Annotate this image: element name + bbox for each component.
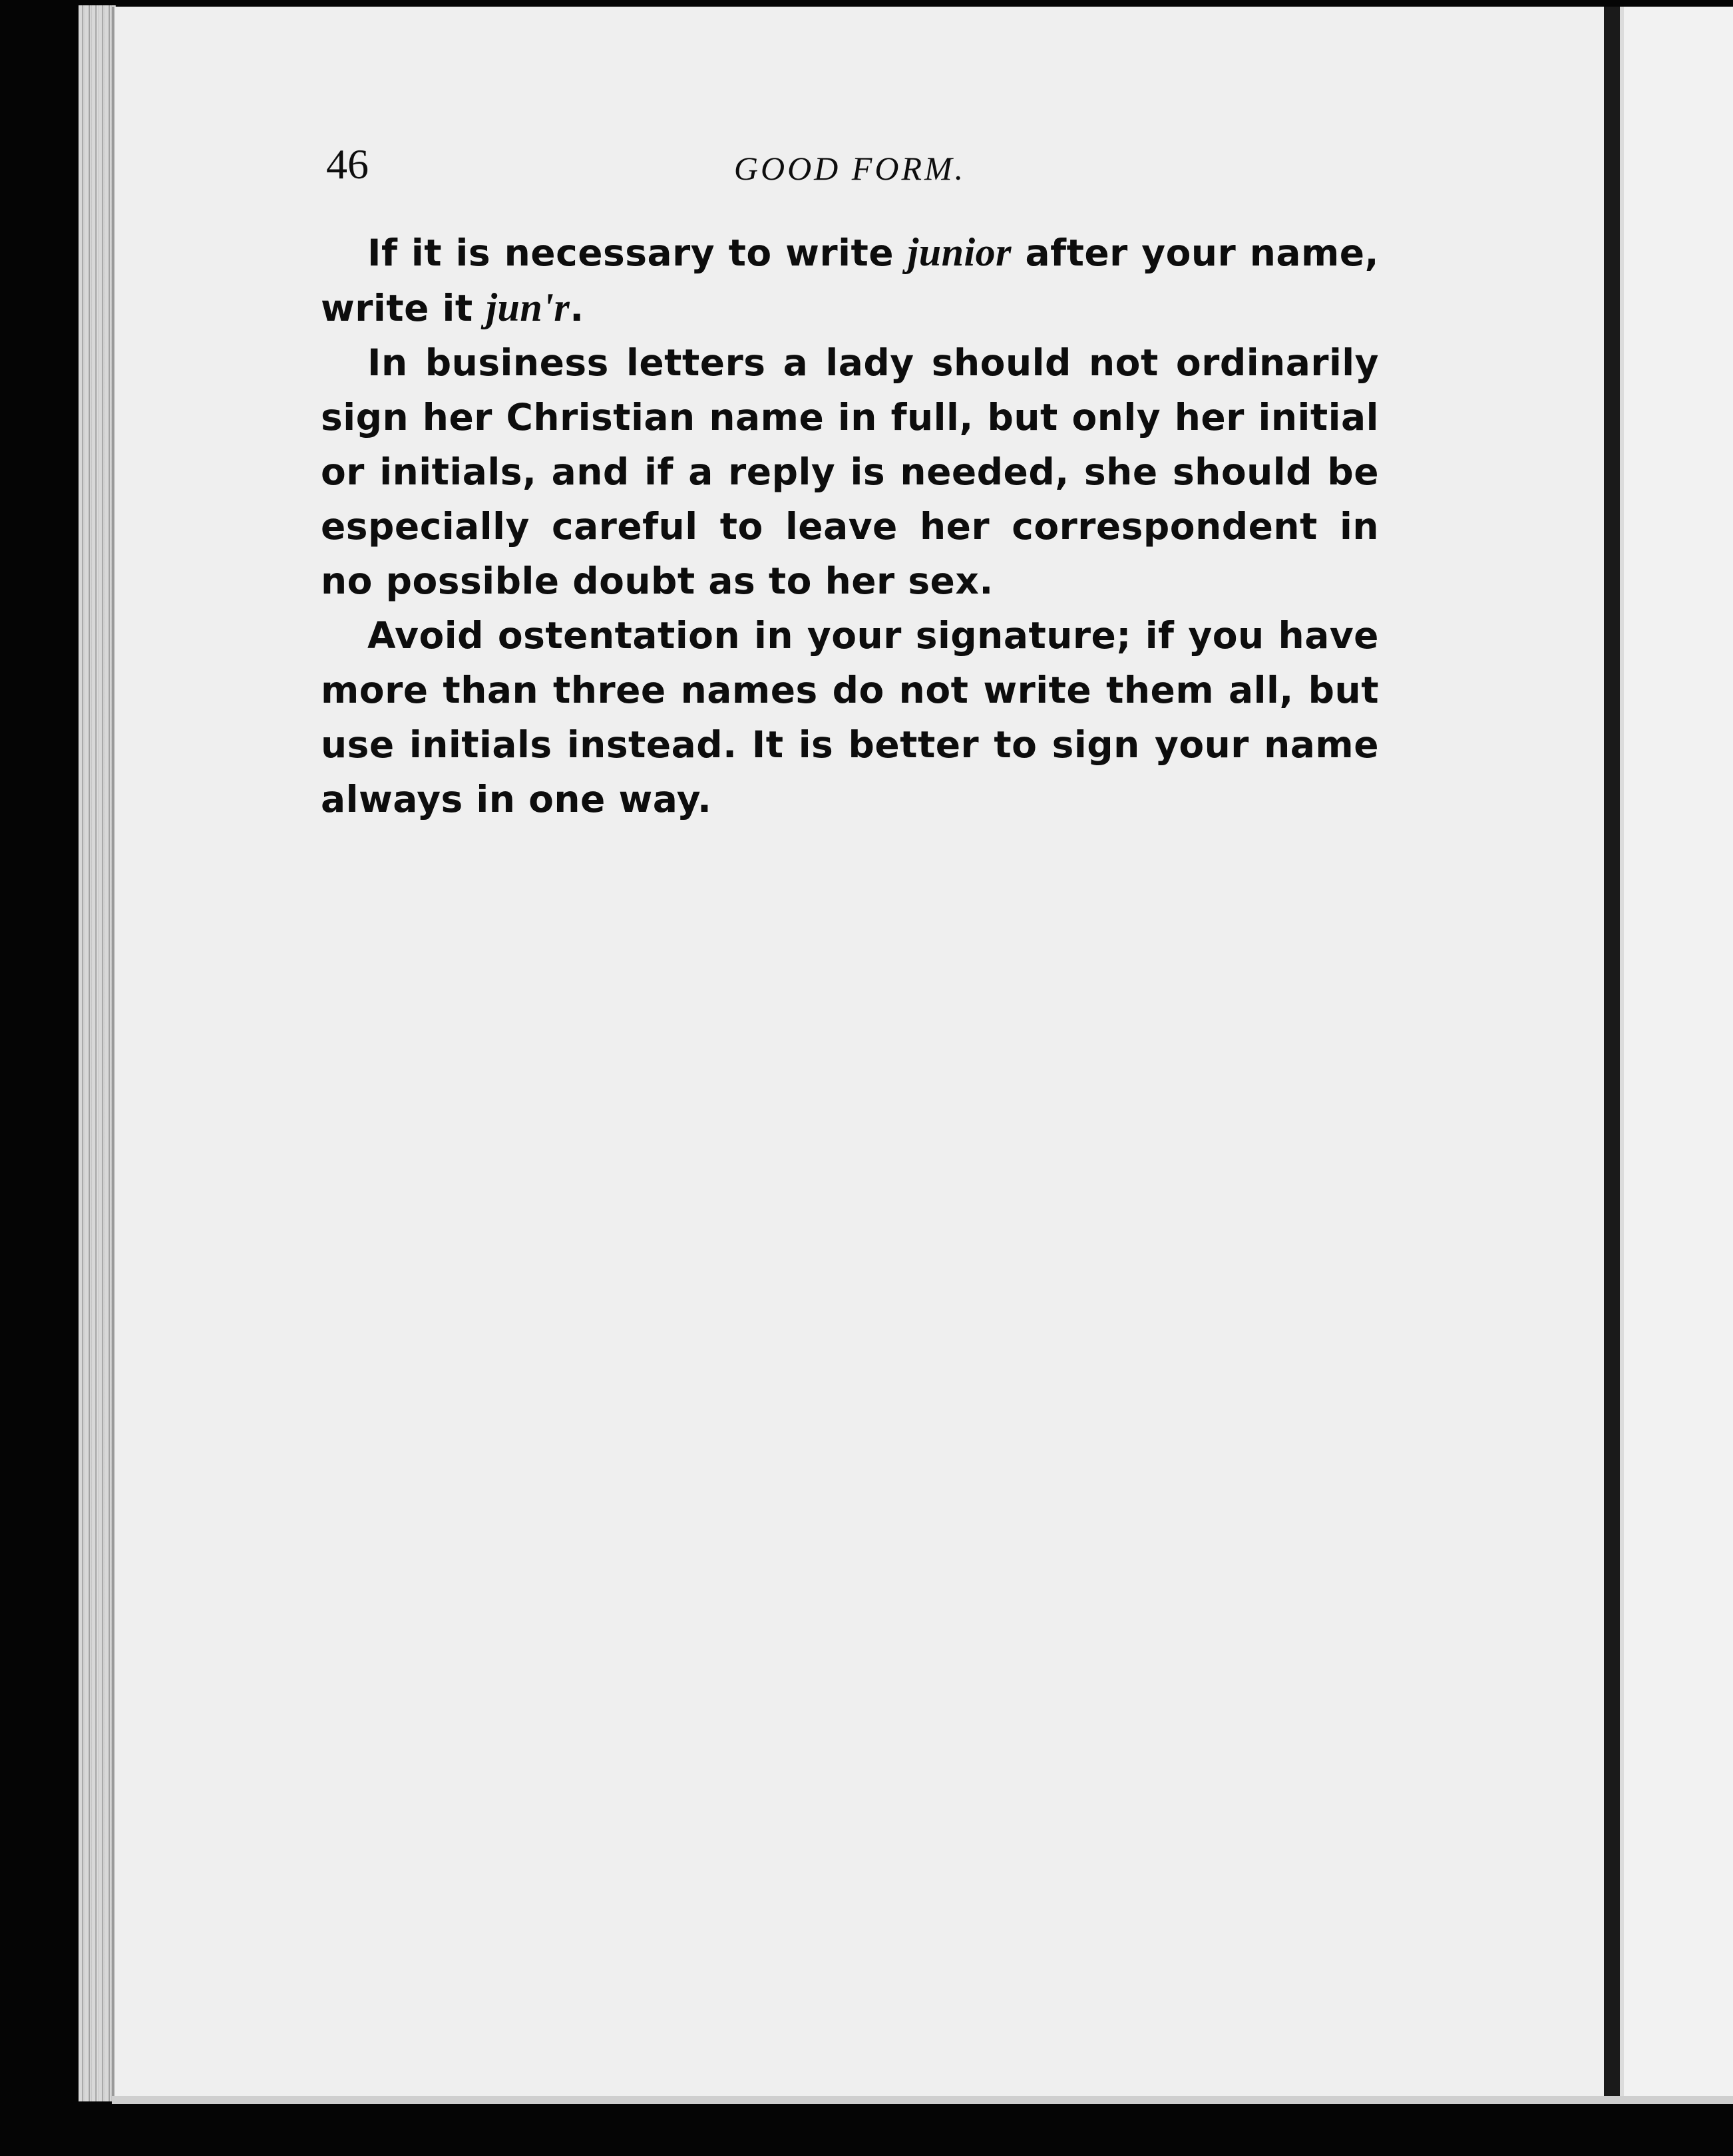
page-number: 46 [326,140,369,188]
paragraph-text: . [570,287,584,329]
paragraph-signature: Avoid ostentation in your signature; if you have more than three names do not write them all, but use initials instead. It is better to sign your name always in one way. [321,614,1379,820]
paragraph-text: If it is necessary to write [367,232,908,274]
running-title: GOOD FORM. [733,150,966,187]
facing-page-edge [1620,7,1733,2103]
book-page-edges [79,5,116,2101]
paragraph-text: after your name, write it [321,232,1379,329]
page-bottom-edge [112,2096,1733,2104]
paragraph-junior [321,225,1379,335]
italic-word: junior [907,230,1012,274]
italic-word: jun'r [486,285,570,329]
gutter-shadow [1604,7,1620,2096]
paragraph-business-letters: In business letters a lady should not ordinarily sign her Christian name in full, but only her initial or initials, and if a reply is needed, she should be especially careful to leave her correspondent in no possible doubt as to her sex. [321,341,1379,602]
page-text-block [321,140,1379,826]
running-head [321,140,1379,200]
